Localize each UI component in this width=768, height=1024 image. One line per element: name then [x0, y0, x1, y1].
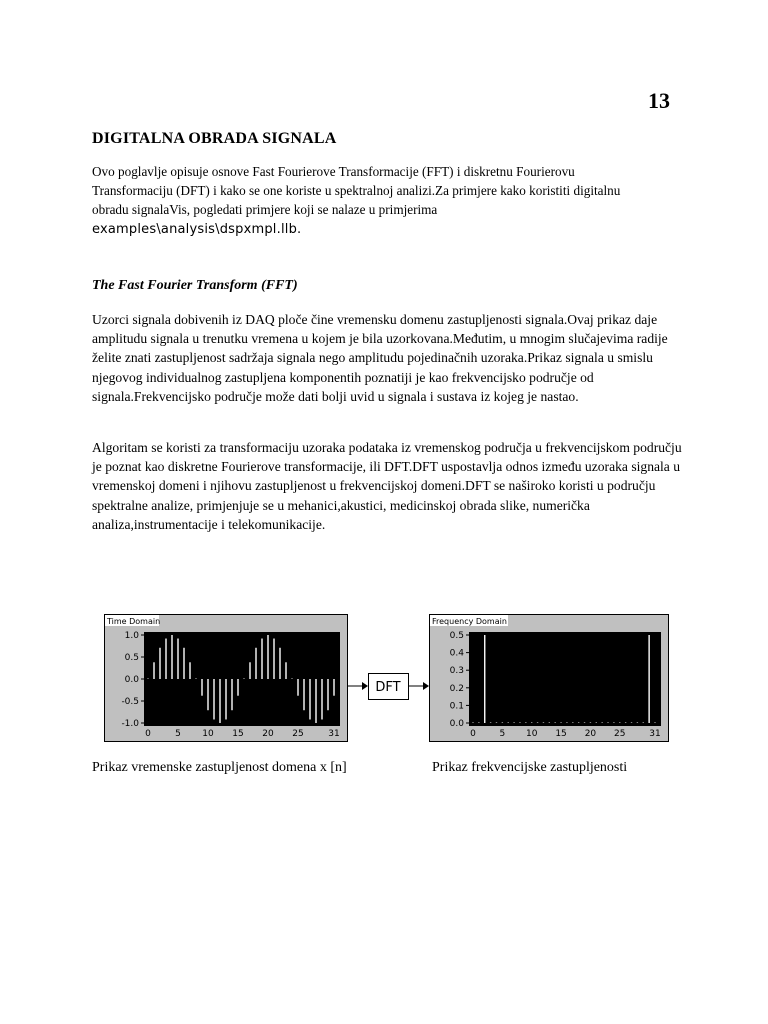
section-subheading: The Fast Fourier Transform (FFT) — [92, 278, 298, 293]
intro-line-2: Transformaciju (DFT) i kako se one koriste u spektralnoj analizi.Za primjere kako koristiti digitalnu — [92, 183, 621, 198]
frequency-domain-graph — [429, 614, 669, 742]
t-y-tick-label: -0.5 — [121, 697, 139, 707]
frequency-domain-title: Frequency Domain — [432, 617, 507, 626]
t-y-tick-label: 1.0 — [124, 631, 139, 641]
dft-block-diagram — [346, 614, 432, 742]
intro-paragraph — [92, 162, 692, 239]
body-paragraph-2: Algoritam se koristi za transformaciju uzoraka podataka iz vremenskog područja u frekvencijskom području je poznat kao diskretne Fourierove transformacije, ili DFT.DFT uspostavlja odnos između uzoraka signala u vremenskoj domeni i njihovu zastupljenost u frekvencijskoj domeni.DFT se naširoko koristi u području spektralne analize, primjenjuje se u mehanici,akustici, medicinskoj obrada slike, numerička analiza,instrumentacije i telekomunikacije. — [92, 440, 682, 532]
frequency-domain-plot-area — [469, 632, 661, 726]
t-x-tick-label: 15 — [232, 729, 244, 739]
f-x-tick-label: 31 — [649, 729, 661, 739]
t-y-tick-label: 0.0 — [124, 675, 139, 685]
f-y-tick-label: 0.2 — [449, 683, 464, 694]
frequency-domain-caption: Prikaz frekvencijske zastupljenosti — [432, 760, 628, 775]
f-x-tick-label: 0 — [470, 729, 476, 739]
t-x-tick-label: 10 — [202, 729, 214, 739]
f-y-tick-label: 0.1 — [449, 701, 464, 712]
example-path: examples\analysis\dspxmpl.llb. — [92, 222, 302, 237]
chapter-heading: DIGITALNA OBRADA SIGNALA — [92, 130, 337, 147]
time-domain-caption: Prikaz vremenske zastupljenost domena x [n] — [92, 760, 347, 775]
f-x-tick-label: 10 — [525, 729, 538, 739]
dft-label: DFT — [375, 680, 401, 695]
t-x-tick-label: 25 — [292, 729, 304, 739]
t-x-tick-label: 0 — [145, 729, 151, 739]
f-x-tick-label: 15 — [555, 729, 567, 739]
time-domain-title: Time Domain — [107, 617, 161, 626]
f-y-tick-label: 0.5 — [449, 631, 464, 641]
f-y-tick-label: 0.3 — [449, 666, 464, 677]
f-y-tick-label: 0.4 — [449, 648, 464, 659]
body-paragraph-1: Uzorci signala dobivenih iz DAQ ploče čine vremensku domenu zastupljenosti signala.Ovaj prikaz daje amplitudu signala u trenutku vremena u kojem je bila uzorkovana.Međutim, u mnogim slučajevima radije želite znati zastupljenost sadržaja signala nego amplitudu pojedinačnih uzoraka.Prikaz signala u smislu njegovog individualnog zastupljena komponentih poznatiji je kao frekvencijsko područje od signala.Frekvencijsko područje može dati bolji uvid u signala i sustava iz kojeg je nastao. — [92, 312, 668, 404]
f-x-tick-label: 20 — [584, 729, 597, 739]
arrow-head-icon — [362, 682, 368, 690]
intro-line-1: Ovo poglavlje opisuje osnove Fast Fourierove Transformacije (FFT) i diskretnu Fourierovu — [92, 164, 575, 179]
t-x-tick-label: 5 — [175, 729, 181, 739]
page-number: 13 — [648, 88, 670, 113]
t-x-tick-label: 31 — [328, 729, 340, 739]
t-y-tick-label: -1.0 — [121, 719, 139, 729]
f-y-tick-label: 0.0 — [449, 719, 464, 729]
t-x-tick-label: 20 — [262, 729, 274, 739]
intro-line-3: obradu signalaVis, pogledati primjere koji se nalaze u primjerima — [92, 202, 438, 217]
f-x-tick-label: 5 — [499, 729, 506, 739]
time-domain-graph — [104, 614, 348, 742]
t-y-tick-label: 0.5 — [124, 653, 139, 663]
f-x-tick-label: 25 — [614, 729, 626, 739]
